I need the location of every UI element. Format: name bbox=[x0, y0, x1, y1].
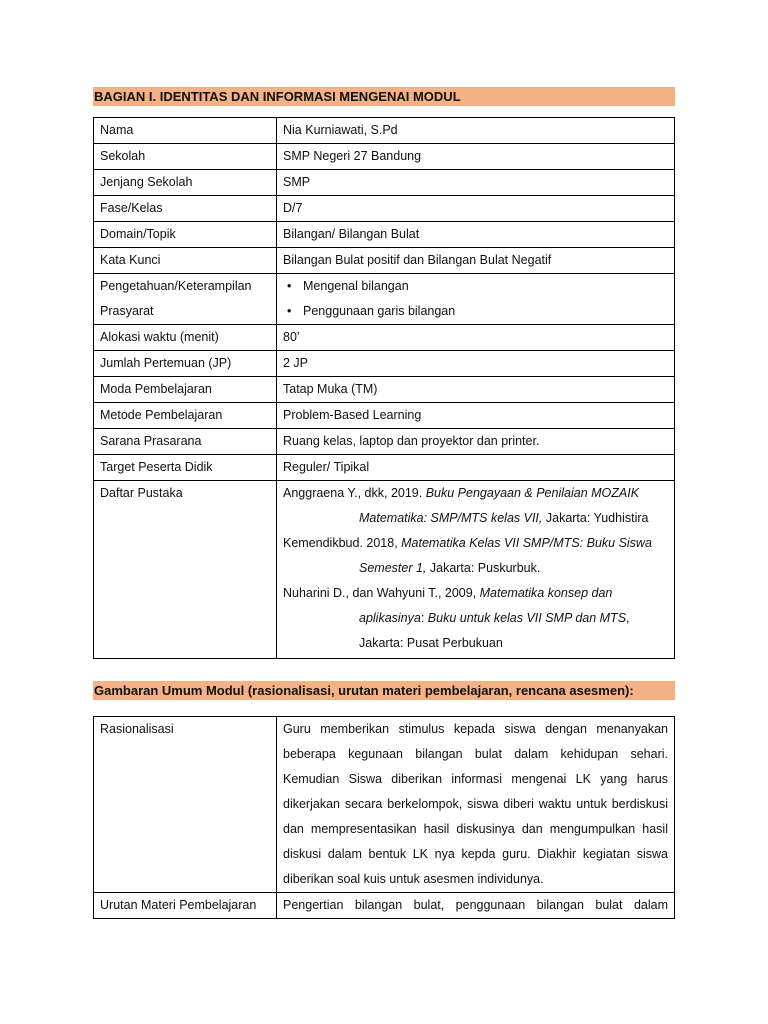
row-value: SMP bbox=[277, 170, 675, 196]
prerequisite-list bbox=[283, 274, 668, 324]
reference-text: , bbox=[626, 611, 630, 625]
table-row bbox=[94, 196, 675, 222]
table-row bbox=[94, 403, 675, 429]
row-value: Reguler/ Tipikal bbox=[277, 455, 675, 481]
table-row bbox=[94, 893, 675, 919]
row-key: Alokasi waktu (menit) bbox=[94, 325, 277, 351]
reference-line bbox=[283, 556, 668, 581]
table-row bbox=[94, 248, 675, 274]
table-row bbox=[94, 274, 675, 325]
identity-table bbox=[93, 117, 675, 659]
table-row bbox=[94, 118, 675, 144]
reference-line bbox=[283, 631, 668, 656]
list-item: • Mengenal bilangan bbox=[303, 274, 668, 299]
row-value: D/7 bbox=[277, 196, 675, 222]
row-value: Nia Kurniawati, S.Pd bbox=[277, 118, 675, 144]
sequence-text: Pengertian bilangan bulat, penggunaan bilangan bulat dalam bbox=[277, 893, 675, 919]
table-row bbox=[94, 377, 675, 403]
section-1-header: BAGIAN I. IDENTITAS DAN INFORMASI MENGENAI MODUL bbox=[93, 87, 675, 106]
row-key: Rasionalisasi bbox=[94, 717, 277, 893]
row-value: Tatap Muka (TM) bbox=[277, 377, 675, 403]
table-row bbox=[94, 144, 675, 170]
table-row bbox=[94, 222, 675, 248]
reference-text: Jakarta: Pusat Perbukuan bbox=[359, 636, 503, 650]
reference-text: Jakarta: Puskurbuk. bbox=[426, 561, 541, 575]
row-value: Problem-Based Learning bbox=[277, 403, 675, 429]
row-key: Jenjang Sekolah bbox=[94, 170, 277, 196]
row-key: Kata Kunci bbox=[94, 248, 277, 274]
reference-title: Matematika Kelas VII SMP/MTS: Buku Siswa bbox=[401, 536, 652, 550]
reference-text: : bbox=[420, 611, 428, 625]
row-key: Sekolah bbox=[94, 144, 277, 170]
row-key: Metode Pembelajaran bbox=[94, 403, 277, 429]
reference-list bbox=[277, 481, 675, 659]
row-key-line: Prasyarat bbox=[100, 304, 154, 318]
row-key: Domain/Topik bbox=[94, 222, 277, 248]
row-key: Nama bbox=[94, 118, 277, 144]
row-key: Sarana Prasarana bbox=[94, 429, 277, 455]
reference-line bbox=[283, 581, 668, 606]
reference-text: Jakarta: Yudhistira bbox=[542, 511, 649, 525]
reference-text: Anggraena Y., dkk, 2019. bbox=[283, 486, 426, 500]
reference-title: Matematika: SMP/MTS kelas VII, bbox=[359, 511, 543, 525]
overview-table bbox=[93, 716, 675, 919]
reference-line bbox=[283, 506, 668, 531]
table-row bbox=[94, 481, 675, 659]
row-key bbox=[94, 274, 277, 325]
row-key-line: Pengetahuan/Keterampilan bbox=[100, 279, 252, 293]
row-value: 80’ bbox=[277, 325, 675, 351]
reference-title: Buku Pengayaan & Penilaian MOZAIK bbox=[425, 486, 640, 500]
reference-title: Semester 1, bbox=[359, 561, 427, 575]
row-value: 2 JP bbox=[277, 351, 675, 377]
table-row bbox=[94, 325, 675, 351]
table-row bbox=[94, 717, 675, 893]
row-key: Target Peserta Didik bbox=[94, 455, 277, 481]
reference-title: Buku untuk kelas VII SMP dan MTS bbox=[427, 611, 627, 625]
list-item: • Penggunaan garis bilangan bbox=[303, 299, 668, 324]
row-key: Jumlah Pertemuan (JP) bbox=[94, 351, 277, 377]
rationale-text: Guru memberikan stimulus kepada siswa dengan menanyakan beberapa kegunaan bilangan bulat dalam kehidupan sehari. Kemudian Siswa diberikan informasi mengenai LK yang harus dikerjakan secara berkelompok, siswa diberi waktu untuk berdiskusi dan mempresentasikan hasil diskusinya dan mengumpulkan hasil diskusi dalam bentuk LK nya kepda guru. Diakhir kegiatan siswa diberikan soal kuis untuk asesmen individunya. bbox=[277, 717, 675, 893]
row-value: Bilangan Bulat positif dan Bilangan Bulat Negatif bbox=[277, 248, 675, 274]
table-row bbox=[94, 170, 675, 196]
reference-line bbox=[283, 481, 668, 506]
reference-line bbox=[283, 606, 668, 631]
row-value bbox=[277, 274, 675, 325]
row-value: Bilangan/ Bilangan Bulat bbox=[277, 222, 675, 248]
table-row bbox=[94, 351, 675, 377]
reference-text: Nuharini D., dan Wahyuni T., 2009, bbox=[283, 586, 480, 600]
section-2-header: Gambaran Umum Modul (rasionalisasi, urutan materi pembelajaran, rencana asesmen): bbox=[93, 681, 675, 700]
reference-line bbox=[283, 531, 668, 556]
table-row bbox=[94, 455, 675, 481]
reference-title: Matematika konsep dan bbox=[479, 586, 613, 600]
row-key: Moda Pembelajaran bbox=[94, 377, 277, 403]
row-key: Daftar Pustaka bbox=[94, 481, 277, 659]
row-value: SMP Negeri 27 Bandung bbox=[277, 144, 675, 170]
reference-title: aplikasinya bbox=[359, 611, 421, 625]
row-value: Ruang kelas, laptop dan proyektor dan printer. bbox=[277, 429, 675, 455]
reference-text: Kemendikbud. 2018, bbox=[283, 536, 402, 550]
table-row bbox=[94, 429, 675, 455]
row-key: Urutan Materi Pembelajaran bbox=[94, 893, 277, 919]
row-key: Fase/Kelas bbox=[94, 196, 277, 222]
